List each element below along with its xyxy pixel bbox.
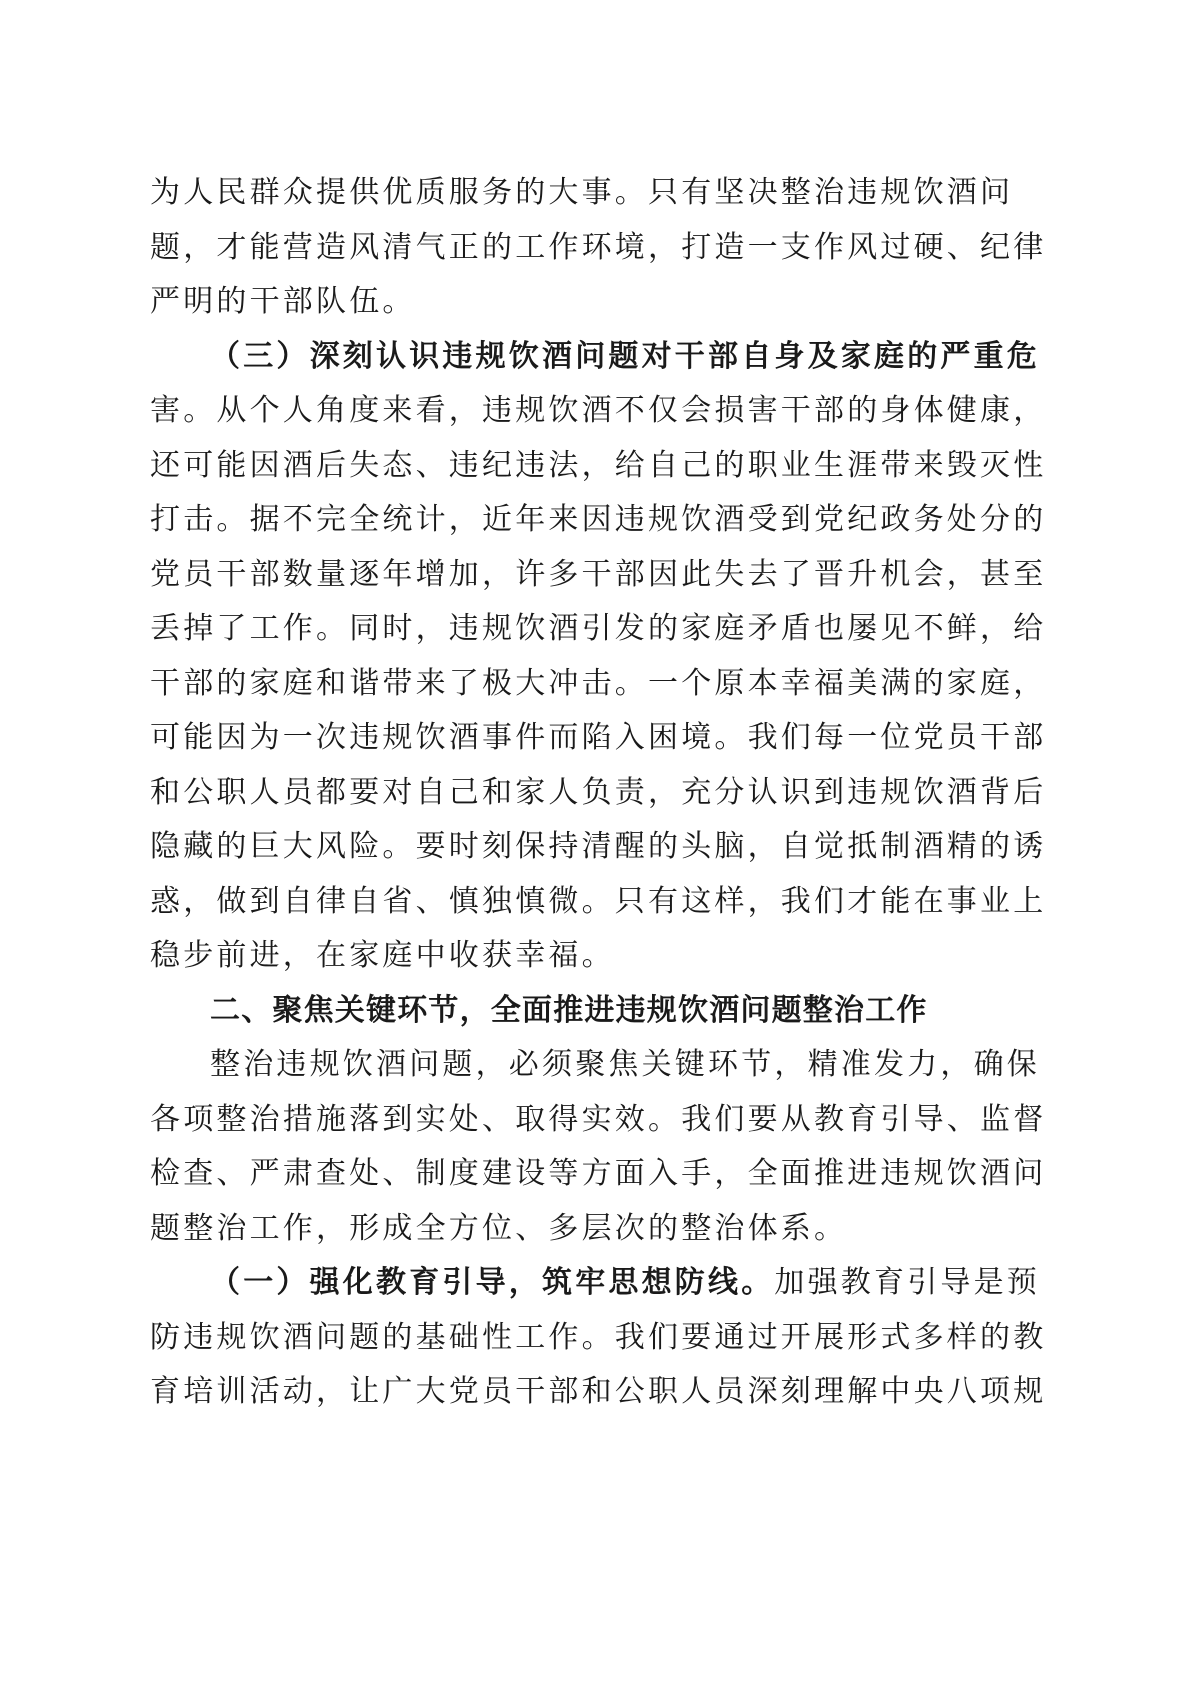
paragraph-line: 可能因为一次违规饮酒事件而陷入困境。我们每一位党员干部 (150, 720, 1047, 755)
paragraph-line: 干部的家庭和谐带来了极大冲击。一个原本幸福美满的家庭， (150, 665, 1047, 701)
paragraph-line: 惑，做到自律自省、慎独慎微。只有这样，我们才能在事业上 (150, 883, 1047, 919)
paragraph-line: 丢掉了工作。同时，违规饮酒引发的家庭矛盾也屡见不鲜，给 (150, 611, 1047, 646)
section-intro-line: 题整治工作，形成全方位、多层次的整治体系。 (150, 1210, 848, 1246)
paragraph-line: 打击。据不完全统计，近年来因违规饮酒受到党纪政务处分的 (150, 502, 1047, 537)
document-body (150, 166, 1047, 1420)
subsection-lead-san: （三）深刻认识违规饮酒问题对干部自身及家庭的严重危 (210, 338, 1040, 374)
subsection-lead-rest: 加强教育引导是预 (774, 1265, 1041, 1300)
paragraph-line: 党员干部数量逐年增加，许多干部因此失去了晋升机会，甚至 (150, 556, 1047, 592)
section-intro-line: 各项整治措施落到实处、取得实效。我们要从教育引导、监督 (150, 1101, 1047, 1137)
paragraph-line: 稳步前进，在家庭中收获幸福。 (150, 938, 615, 973)
paragraph-line: 严明的干部队伍。 (150, 284, 416, 319)
paragraph-line: 害。从个人角度来看，违规饮酒不仅会损害干部的身体健康， (150, 393, 1047, 428)
paragraph-line: 防违规饮酒问题的基础性工作。我们要通过开展形式多样的教 (150, 1319, 1047, 1355)
section-intro-line: 整治违规饮酒问题，必须聚焦关键环节，精准发力，确保 (210, 1047, 1040, 1082)
paragraph-line: 隐藏的巨大风险。要时刻保持清醒的头脑，自觉抵制酒精的诱 (150, 829, 1047, 864)
paragraph-line: 还可能因酒后失态、违纪违法，给自己的职业生涯带来毁灭性 (150, 447, 1047, 483)
paragraph-line: 和公职人员都要对自己和家人负责，充分认识到违规饮酒背后 (150, 774, 1047, 810)
section-intro-line: 检查、严肃查处、制度建设等方面入手，全面推进违规饮酒问 (150, 1156, 1047, 1191)
section-heading: 二、聚焦关键环节，全面推进违规饮酒问题整治工作 (210, 992, 928, 1028)
paragraph-line: 为人民群众提供优质服务的大事。只有坚决整治违规饮酒问 (150, 175, 1014, 210)
paragraph-line: 育培训活动，让广大党员干部和公职人员深刻理解中央八项规 (150, 1374, 1047, 1409)
subsection-first-line (150, 1256, 1042, 1311)
subsection-lead-yi: （一）强化教育引导，筑牢思想防线。 (210, 1265, 775, 1300)
paragraph-line: 题，才能营造风清气正的工作环境，打造一支作风过硬、纪律 (150, 229, 1047, 265)
